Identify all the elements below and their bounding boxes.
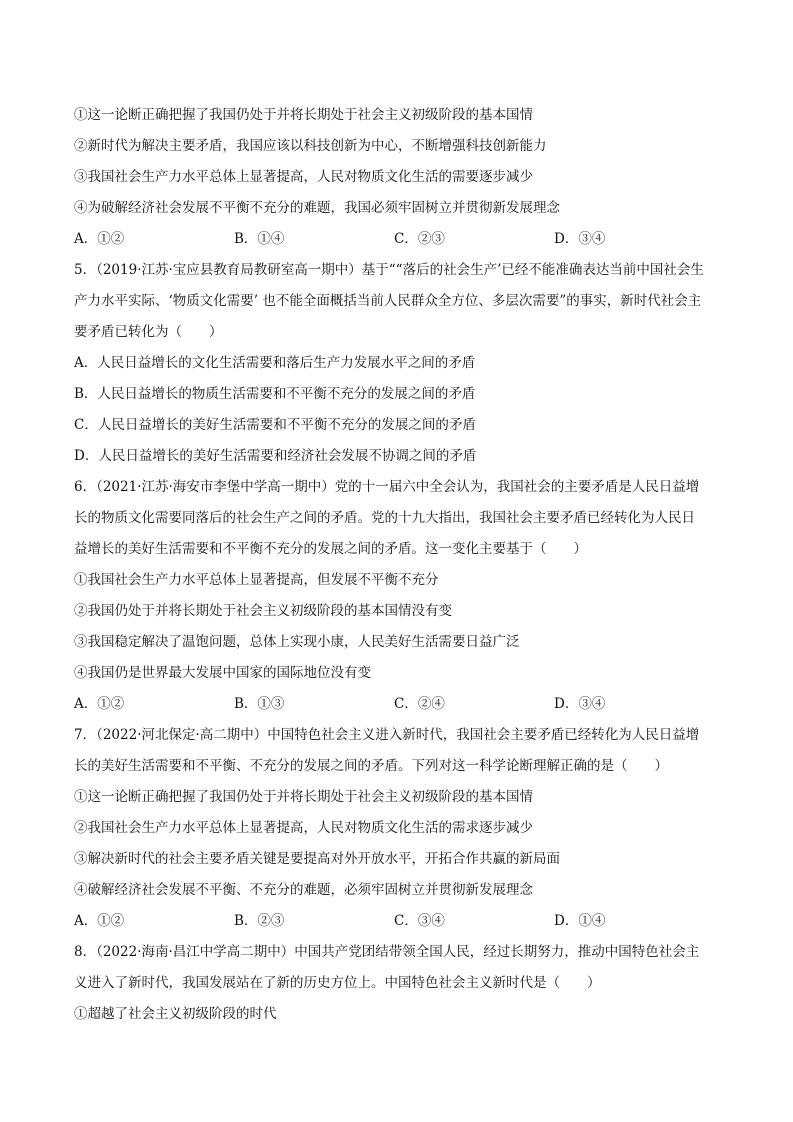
text-line: 要矛盾已转化为（ ） (74, 324, 223, 340)
answer-option: C．③④ (394, 913, 445, 929)
text-line: 产力水平实际、‘物质文化需要’ 也不能全面概括当前人民群众全方位、多层次需要”的事实，新时代社会主 (74, 293, 702, 309)
answer-option: A．①② (74, 231, 125, 247)
text-line: ①超越了社会主义初级阶段的时代 (74, 1006, 277, 1022)
answer-option: B．①④ (234, 231, 285, 247)
text-line: ③我国社会生产力水平总体上显著提高，人民对物质文化生活的需要逐步减少 (74, 169, 533, 185)
text-line: ②新时代为解决主要矛盾，我国应该以科技创新为中心，不断增强科技创新能力 (74, 138, 547, 154)
text-line: 5．（2019·江苏·宝应县教育局教研室高一期中）基于““落后的社会生产’已经不能准确表达当前中国社会生 (74, 262, 704, 278)
text-line: 6．（2021·江苏·海安市李堡中学高一期中）党的十一届六中全会认为，我国社会的主要矛盾是人民日益增 (74, 479, 700, 495)
text-line: A．人民日益增长的文化生活需要和落后生产力发展水平之间的矛盾 (74, 355, 476, 371)
answer-option: A．①② (74, 696, 125, 712)
text-line: ③解决新时代的社会主要矛盾关键是要提高对外开放水平，开拓合作共赢的新局面 (74, 851, 560, 867)
text-line: ②我国社会生产力水平总体上显著提高，人民对物质文化生活的需求逐步减少 (74, 820, 533, 836)
text-line: 长的美好生活需要和不平衡、不充分的发展之间的矛盾。下列对这一科学论断理解正确的是（ ） (74, 758, 668, 774)
text-line: ③我国稳定解决了温饱问题，总体上实现小康，人民美好生活需要日益广泛 (74, 634, 520, 650)
text-line: ①我国社会生产力水平总体上显著提高，但发展不平衡不充分 (74, 572, 439, 588)
text-line: 义进入了新时代，我国发展站在了新的历史方位上。中国特色社会主义新时代是（ ） (74, 975, 601, 991)
answer-options (74, 906, 724, 937)
text-line: 长的物质文化需要同落后的社会生产之间的矛盾。党的十九大指出，我国社会主要矛盾已经转化为人民日 (74, 510, 695, 526)
text-line: ①这一论断正确把握了我国仍处于并将长期处于社会主义初级阶段的基本国情 (74, 789, 533, 805)
text-line: D．人民日益增长的美好生活需要和经济社会发展不协调之间的矛盾 (74, 448, 477, 464)
text-line: ④破解经济社会发展不平衡、不充分的难题，必须牢固树立并贯彻新发展理念 (74, 882, 533, 898)
text-line: ④我国仍是世界最大发展中国家的国际地位没有变 (74, 665, 371, 681)
answer-option: A．①② (74, 913, 125, 929)
document-content (74, 100, 724, 1030)
answer-option: C．②③ (394, 231, 445, 247)
text-line: ④为破解经济社会发展不平衡不充分的难题，我国必须牢固树立并贯彻新发展理念 (74, 200, 560, 216)
answer-option: B．①③ (234, 696, 285, 712)
answer-option: C．②④ (394, 696, 445, 712)
answer-options (74, 224, 724, 255)
text-line: 益增长的美好生活需要和不平衡不充分的发展之间的矛盾。这一变化主要基于（ ） (74, 541, 587, 557)
answer-option: D．③④ (554, 696, 606, 712)
answer-option: D．①④ (554, 913, 606, 929)
text-line: 8．（2022·海南·昌江中学高二期中）中国共产党团结带领全国人民，经过长期努力，推动中国特色社会主 (74, 944, 700, 960)
text-line: ①这一论断正确把握了我国仍处于并将长期处于社会主义初级阶段的基本国情 (74, 107, 533, 123)
answer-option: B．②③ (234, 913, 285, 929)
text-line: C．人民日益增长的美好生活需要和不平衡不充分的发展之间的矛盾 (74, 417, 476, 433)
text-line: 7．（2022·河北保定·高二期中）中国特色社会主义进入新时代，我国社会主要矛盾已经转化为人民日益增 (74, 727, 700, 743)
answer-options (74, 689, 724, 720)
answer-option: D．③④ (554, 231, 606, 247)
text-line: ②我国仍处于并将长期处于社会主义初级阶段的基本国情没有变 (74, 603, 452, 619)
text-line: B．人民日益增长的物质生活需要和不平衡不充分的发展之间的矛盾 (74, 386, 476, 402)
